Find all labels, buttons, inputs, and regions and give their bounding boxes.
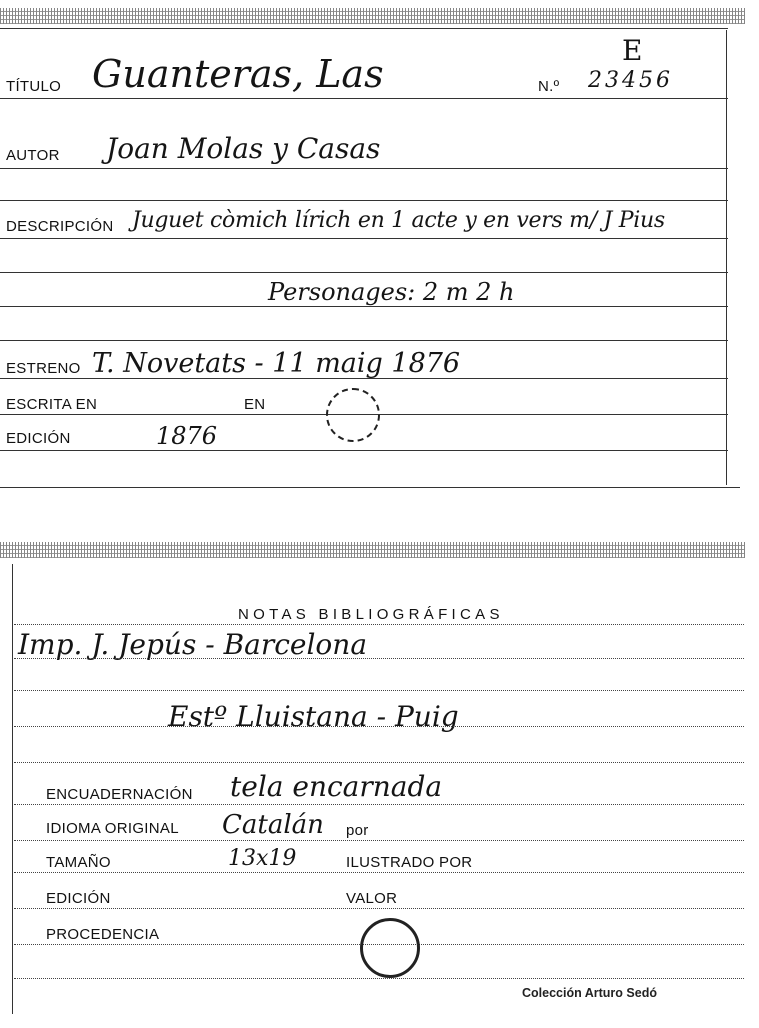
card-top-rule (0, 28, 728, 29)
catalog-card-top (0, 0, 759, 495)
row-rule (14, 840, 744, 841)
row-rule (0, 306, 728, 307)
punch-hole (360, 918, 420, 978)
autor-label: AUTOR (6, 147, 60, 164)
descripcion-label: DESCRIPCIÓN (6, 218, 114, 235)
tamano-label: TAMAÑO (46, 854, 111, 871)
row-rule (14, 726, 744, 727)
row-rule (0, 272, 728, 273)
row-rule (0, 168, 728, 169)
notes-line-2: Estº Lluistana - Puig (168, 700, 459, 733)
edicion2-label: EDICIÓN (46, 890, 111, 907)
escrita-en-label: ESCRITA EN (6, 396, 98, 413)
card-top-edge (0, 8, 745, 24)
notas-heading: NOTAS BIBLIOGRÁFICAS (238, 606, 504, 623)
row-rule (14, 658, 744, 659)
por-label: por (346, 822, 369, 839)
procedencia-label: PROCEDENCIA (46, 926, 160, 943)
row-rule (14, 690, 744, 691)
valor-label: VALOR (346, 890, 398, 907)
personages-value: Personages: 2 m 2 h (268, 278, 515, 306)
idioma-label: IDIOMA ORIGINAL (46, 820, 179, 837)
card-left-border (12, 564, 13, 1014)
edicion-label: EDICIÓN (6, 430, 71, 447)
ilustrado-label: ILUSTRADO POR (346, 854, 473, 871)
estreno-label: ESTRENO (6, 360, 81, 377)
row-rule (0, 200, 728, 201)
row-rule (14, 978, 744, 979)
row-rule (14, 762, 744, 763)
edicion-value: 1876 (156, 422, 218, 450)
card-top-edge (0, 542, 745, 558)
row-rule (14, 624, 744, 625)
row-rule (0, 98, 728, 99)
idioma-value: Catalán (222, 810, 324, 840)
tamano-value: 13x19 (228, 846, 297, 871)
row-rule (0, 340, 728, 341)
estreno-value: T. Novetats - 11 maig 1876 (92, 348, 461, 379)
descripcion-value: Juguet còmich lírich en 1 acte y en vers m/ J Pius (132, 208, 665, 233)
row-rule (0, 450, 728, 451)
titulo-value: Guanteras, Las (92, 52, 384, 96)
numero-label: N.º (538, 78, 560, 95)
row-rule (0, 378, 728, 379)
autor-value: Joan Molas y Casas (106, 132, 381, 165)
titulo-label: TÍTULO (6, 78, 62, 95)
corner-mark: E (622, 34, 643, 67)
row-rule (14, 804, 744, 805)
row-rule (14, 872, 744, 873)
notes-line-1: Imp. J. Jepús - Barcelona (18, 628, 368, 661)
row-rule (0, 238, 728, 239)
encuadernacion-label: ENCUADERNACIÓN (46, 786, 193, 803)
card-bottom-rule (0, 487, 740, 488)
catalog-card-bottom (0, 530, 759, 1028)
collection-footer: Colección Arturo Sedó (522, 986, 657, 1000)
encuadernacion-value: tela encarnada (230, 770, 443, 803)
numero-value: 23456 (588, 68, 673, 93)
row-rule (14, 908, 744, 909)
en-label: EN (244, 396, 266, 413)
punch-hole (326, 388, 380, 442)
